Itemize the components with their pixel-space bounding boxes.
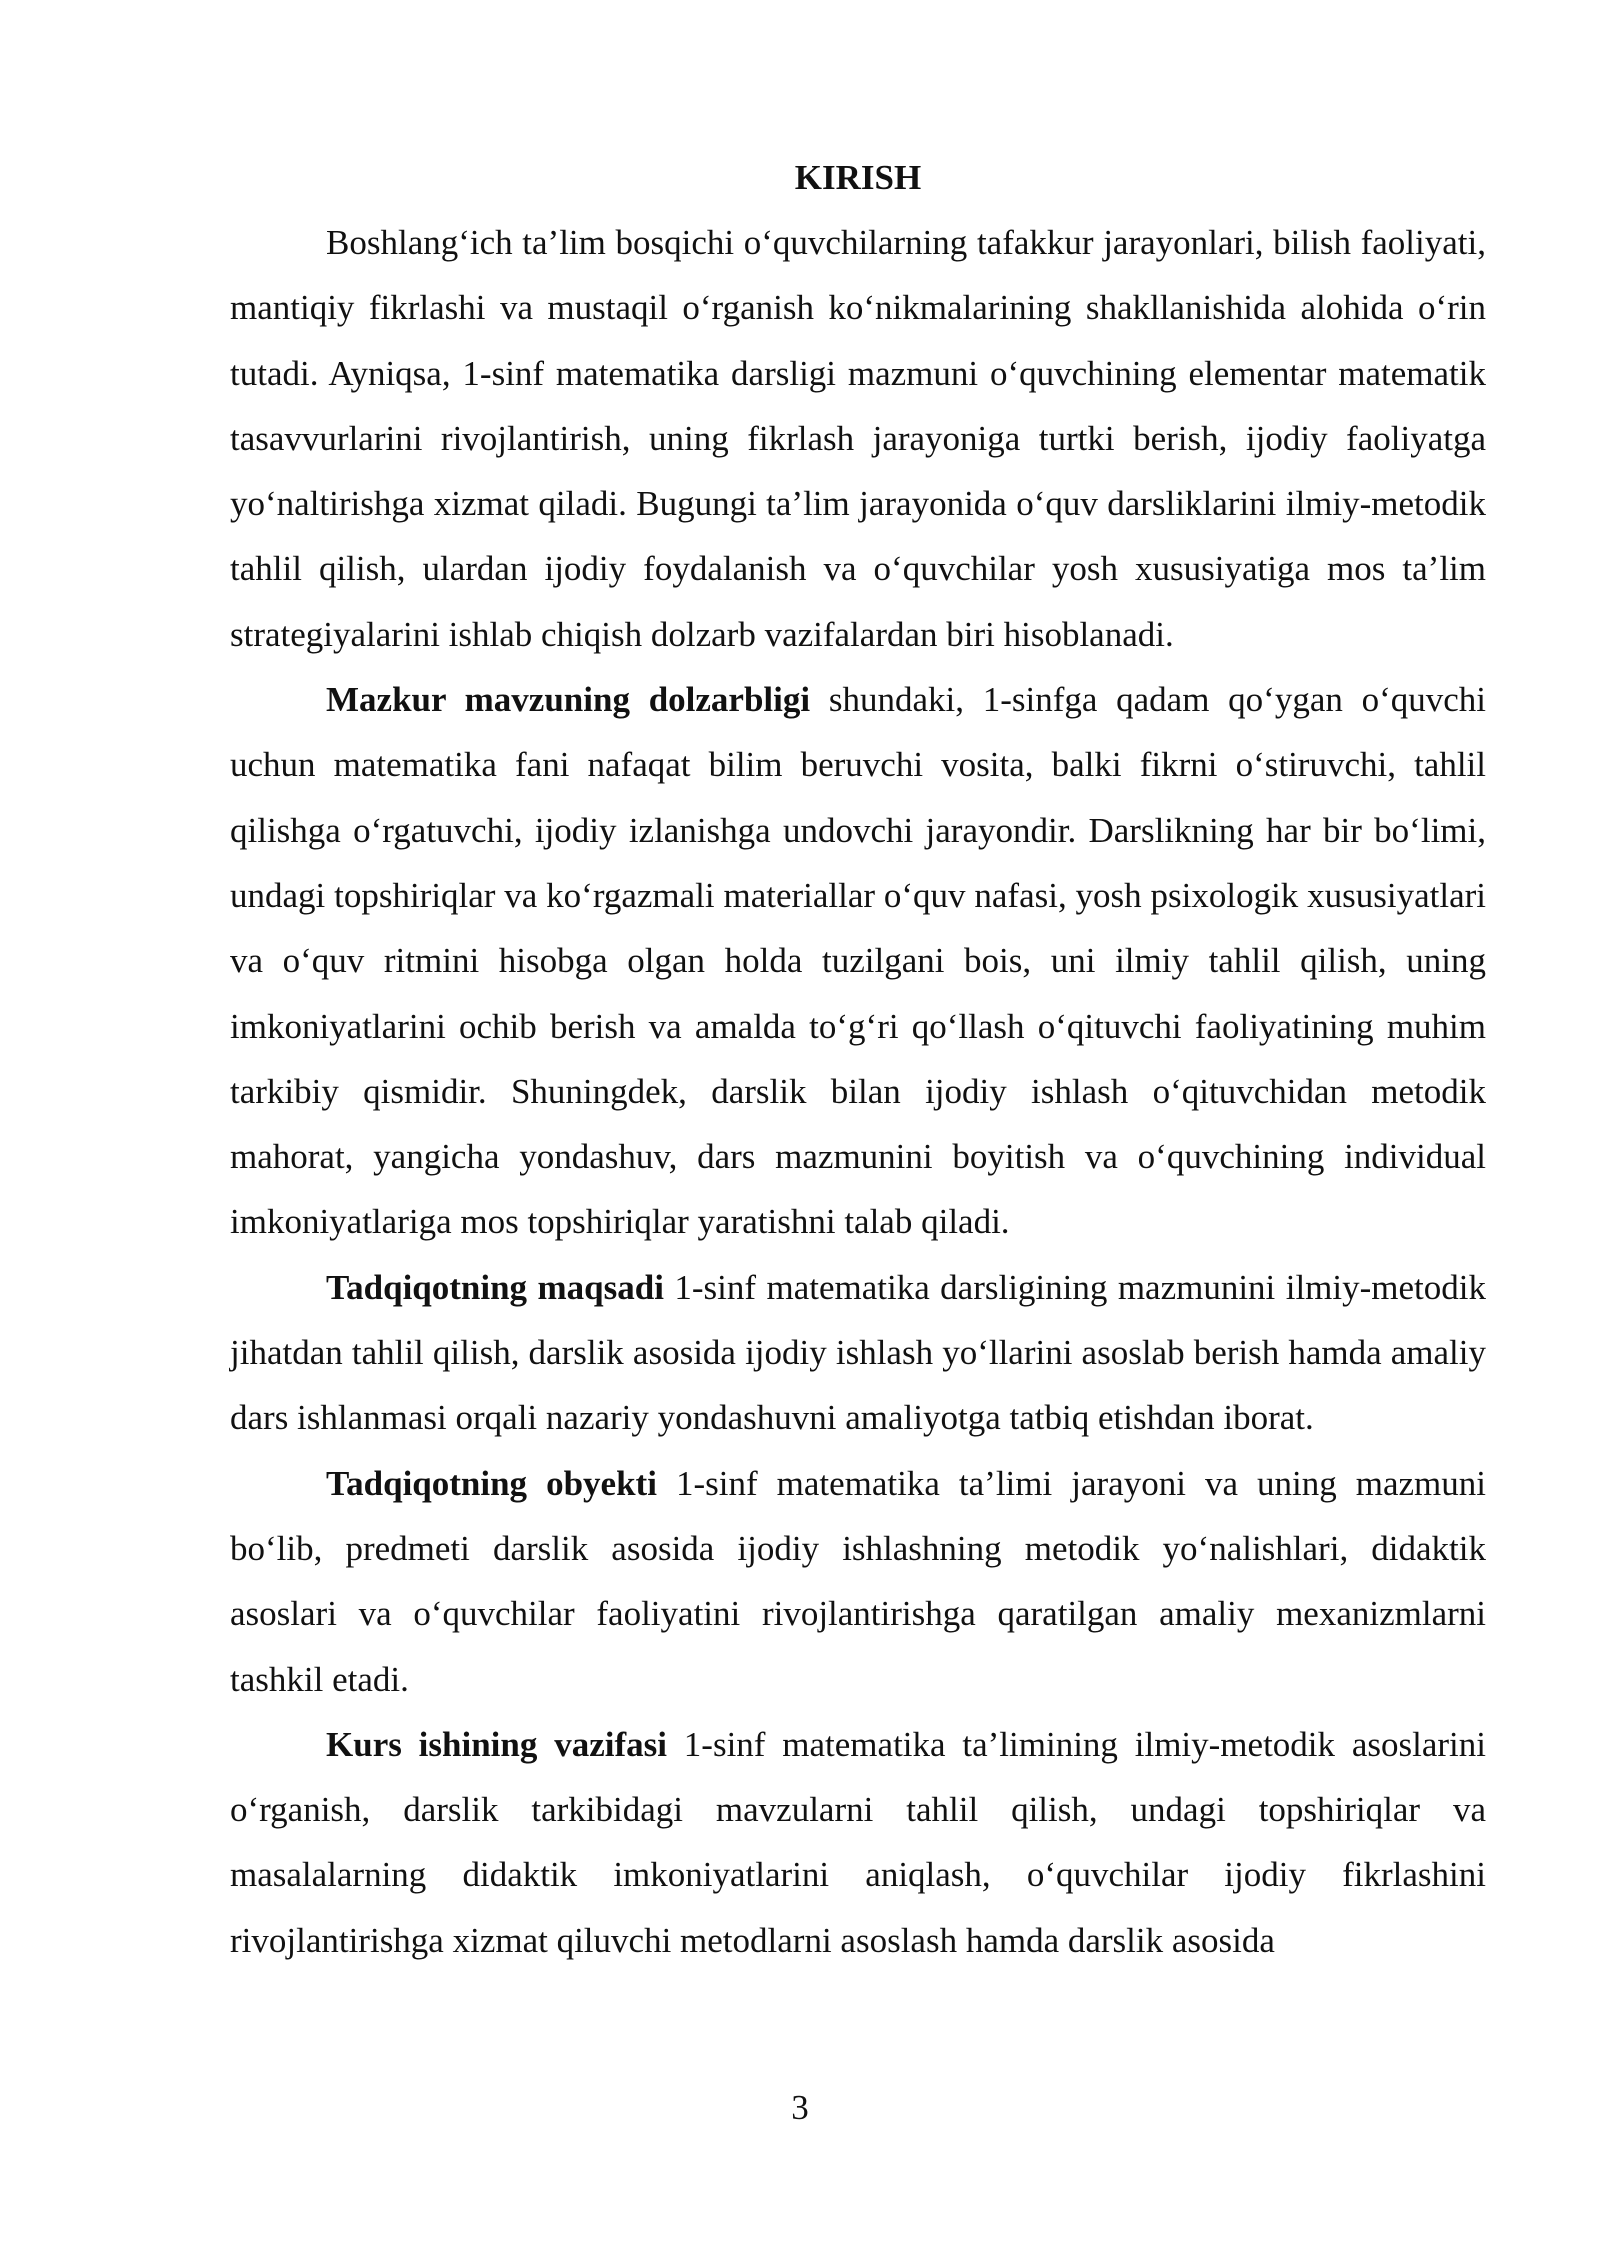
paragraph-lead: Kurs ishining vazifasi [326,1724,667,1764]
paragraph-relevance [230,667,1486,1255]
paragraph-goal [230,1255,1486,1451]
page-title: KIRISH [794,158,922,197]
paragraph-intro [230,210,1486,667]
paragraph-text: 1-sinf matematika ta’limining ilmiy-metodik asoslarini o‘rganish, darslik tarkibidagi mavzularni tahlil qilish, undagi topshiriqlar va masalalarning didaktik imkoniyatlarini aniqlash, o‘quvchilar ijodiy fikrlashini rivojlantirishga xizmat qiluvchi metodlarni asoslash hamda darslik asosida [230,1724,1486,1960]
paragraph-text: Boshlang‘ich ta’lim bosqichi o‘quvchilarning tafakkur jarayonlari, bilish faoliyati, mantiqiy fikrlashi va mustaqil o‘rganish ko‘nikmalarining shakllanishida alohida o‘rin tutadi. Ayniqsa, 1-sinf matematika darsligi mazmuni o‘quvchining elementar matematik tasavvurlarini rivojlantirish, uning fikrlash jarayoniga turtki berish, ijodiy faoliyatga yo‘naltirishga xizmat qiladi. Bugungi ta’lim jarayonida o‘quv darsliklarini ilmiy-metodik tahlil qilish, ulardan ijodiy foydalanish va o‘quvchilar yosh xususiyatiga mos ta’lim strategiyalarini ishlab chiqish dolzarb vazifalardan biri hisoblanadi. [230,223,1486,654]
paragraph-text: 1-sinf matematika darsligining mazmunini ilmiy-metodik jihatdan tahlil qilish, darslik asosida ijodiy ishlash yo‘llarini asoslab berish hamda amaliy dars ishlanmasi orqali nazariy yondashuvni amaliyotga tatbiq etishdan iborat. [230,1267,1486,1438]
page-content [230,145,1486,1973]
paragraph-text: 1-sinf matematika ta’limi jarayoni va uning mazmuni bo‘lib, predmeti darslik asosida ijodiy ishlashning metodik yo‘nalishlari, didaktik asoslari va o‘quvchilar faoliyatini rivojlantirishga qaratilgan amaliy mexanizmlarni tashkil etadi. [230,1463,1486,1699]
paragraph-lead: Tadqiqotning maqsadi [326,1267,664,1307]
paragraph-lead: Tadqiqotning obyekti [326,1463,657,1503]
paragraph-lead: Mazkur mavzuning dolzarbligi [326,680,811,720]
paragraph-text: shundaki, 1-sinfga qadam qo‘ygan o‘quvchi uchun matematika fani nafaqat bilim beruvchi vosita, balki fikrni o‘stiruvchi, tahlil qilishga o‘rgatuvchi, ijodiy izlanishga undovchi jarayondir. Darslikning har bir bo‘limi, undagi topshiriqlar va ko‘rgazmali materiallar o‘quv nafasi, yosh psixologik xususiyatlari va o‘quv ritmini hisobga olgan holda tuzilgani bois, uni ilmiy tahlil qilish, uning imkoniyatlarini ochib berish va amalda to‘g‘ri qo‘llash o‘qituvchi faoliyatining muhim tarkibiy qismidir. Shuningdek, darslik bilan ijodiy ishlash o‘qituvchidan metodik mahorat, yangicha yondashuv, dars mazmunini boyitish va o‘quvchining individual imkoniyatlariga mos topshiriqlar yaratishni talab qiladi. [230,680,1487,1242]
paragraph-object [230,1451,1486,1712]
page-number: 3 [791,2088,809,2127]
paragraph-tasks [230,1712,1486,1973]
